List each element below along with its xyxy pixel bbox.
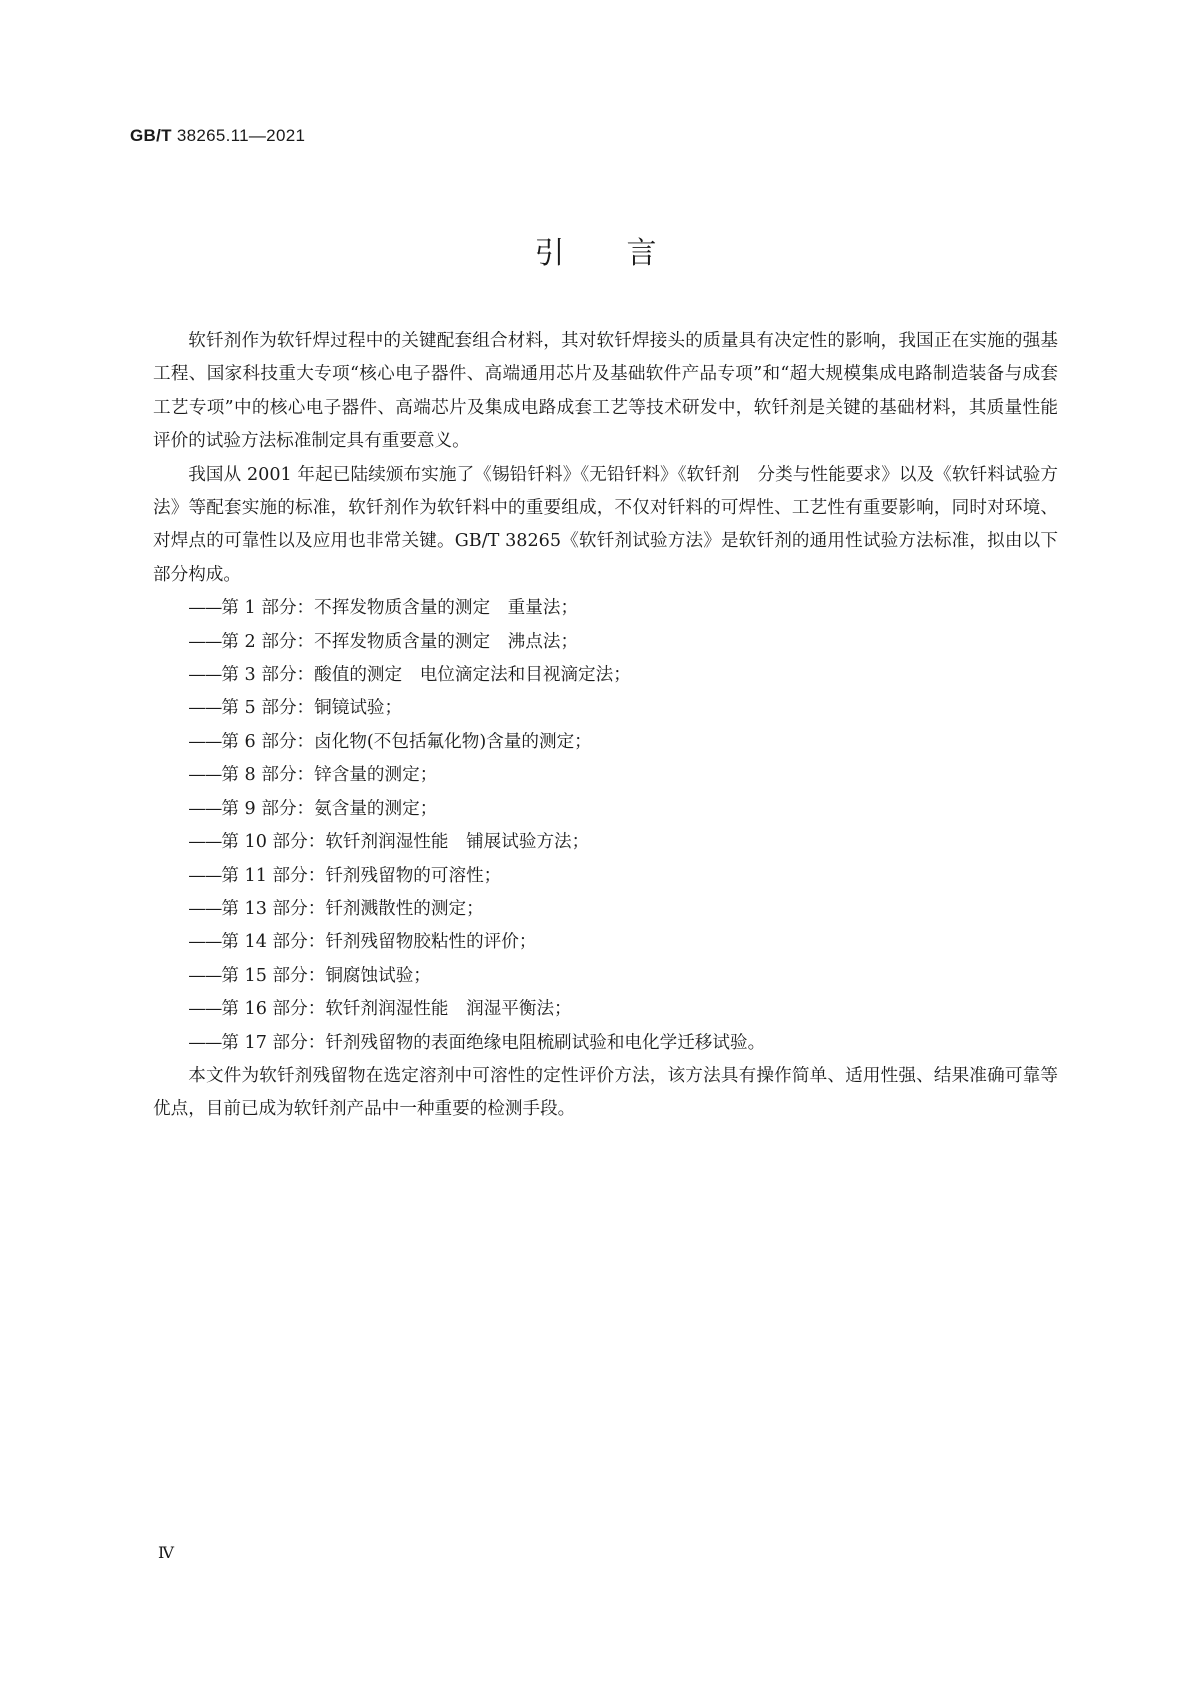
- introduction-body: [153, 325, 1058, 1127]
- list-item: [153, 926, 1058, 959]
- part-label: 第 10 部分：软钎剂润湿性能 铺展试验方法；: [221, 832, 590, 853]
- part-label: 第 9 部分：氨含量的测定；: [221, 798, 438, 819]
- part-label: 第 1 部分：不挥发物质含量的测定 重量法；: [221, 598, 579, 619]
- list-item: [153, 826, 1058, 859]
- standard-code: [130, 126, 305, 146]
- part-label: 第 2 部分：不挥发物质含量的测定 沸点法；: [221, 631, 579, 652]
- list-dash: ——: [188, 965, 222, 986]
- page-number: Ⅳ: [158, 1543, 174, 1562]
- part-label: 第 17 部分：钎剂残留物的表面绝缘电阻梳刷试验和电化学迁移试验。: [221, 1032, 766, 1053]
- list-item: [153, 726, 1058, 759]
- list-item: [153, 759, 1058, 792]
- standard-code-number: 38265.11—2021: [176, 126, 306, 145]
- list-dash: ——: [188, 665, 222, 686]
- list-dash: ——: [188, 832, 222, 853]
- list-item: [153, 1027, 1058, 1060]
- list-dash: ——: [188, 698, 222, 719]
- list-dash: ——: [188, 765, 222, 786]
- list-item: [153, 692, 1058, 725]
- list-dash: ——: [188, 731, 222, 752]
- list-item: [153, 993, 1058, 1026]
- list-item: [153, 893, 1058, 926]
- list-dash: ——: [188, 898, 222, 919]
- part-label: 第 8 部分：锌含量的测定；: [221, 765, 438, 786]
- list-dash: ——: [188, 631, 222, 652]
- parts-list: [153, 592, 1058, 1060]
- list-dash: ——: [188, 1032, 222, 1053]
- part-label: 第 15 部分：铜腐蚀试验；: [221, 965, 431, 986]
- list-item: [153, 960, 1058, 993]
- paragraph-background: 软钎剂作为软钎焊过程中的关键配套组合材料，其对软钎焊接头的质量具有决定性的影响，我国正在实施的强基工程、国家科技重大专项“核心电子器件、高端通用芯片及基础软件产品专项”和“超大规模集成电路制造装备与成套工艺专项”中的核心电子器件、高端芯片及集成电路成套工艺等技术研发中，软钎剂是关键的基础材料，其质量性能评价的试验方法标准制定具有重要意义。: [153, 331, 1058, 452]
- part-label: 第 13 部分：钎剂溅散性的测定；: [221, 898, 484, 919]
- list-dash: ——: [188, 999, 222, 1020]
- part-label: 第 11 部分：钎剂残留物的可溶性；: [221, 865, 502, 886]
- paragraph-scope: 本文件为软钎剂残留物在选定溶剂中可溶性的定性评价方法，该方法具有操作简单、适用性强、结果准确可靠等优点，目前已成为软钎剂产品中一种重要的检测手段。: [153, 1065, 1058, 1120]
- list-dash: ——: [188, 798, 222, 819]
- part-label: 第 3 部分：酸值的测定 电位滴定法和目视滴定法；: [221, 665, 631, 686]
- part-label: 第 14 部分：钎剂残留物胶粘性的评价；: [221, 932, 537, 953]
- list-dash: ——: [188, 865, 222, 886]
- paragraph-standards: 我国从 2001 年起已陆续颁布实施了《锡铅钎料》《无铅钎料》《软钎剂 分类与性能要求》以及《软钎料试验方法》等配套实施的标准，软钎剂作为软钎料中的重要组成，不仅对钎料的可焊性、工艺性有重要影响，同时对环境、对焊点的可靠性以及应用也非常关键。GB/T 38265《软钎剂试验方法》是软钎剂的通用性试验方法标准，拟由以下部分构成。: [153, 464, 1058, 585]
- standard-code-prefix: GB/T: [130, 126, 172, 145]
- part-label: 第 5 部分：铜镜试验；: [221, 698, 403, 719]
- list-dash: ——: [188, 598, 222, 619]
- part-label: 第 16 部分：软钎剂润湿性能 润湿平衡法；: [221, 999, 572, 1020]
- list-item: [153, 592, 1058, 625]
- list-item: [153, 659, 1058, 692]
- part-label: 第 6 部分：卤化物(不包括氟化物)含量的测定；: [221, 731, 592, 752]
- list-item: [153, 626, 1058, 659]
- page-title: 引言: [534, 236, 719, 271]
- list-item: [153, 860, 1058, 893]
- list-item: [153, 793, 1058, 826]
- list-dash: ——: [188, 932, 222, 953]
